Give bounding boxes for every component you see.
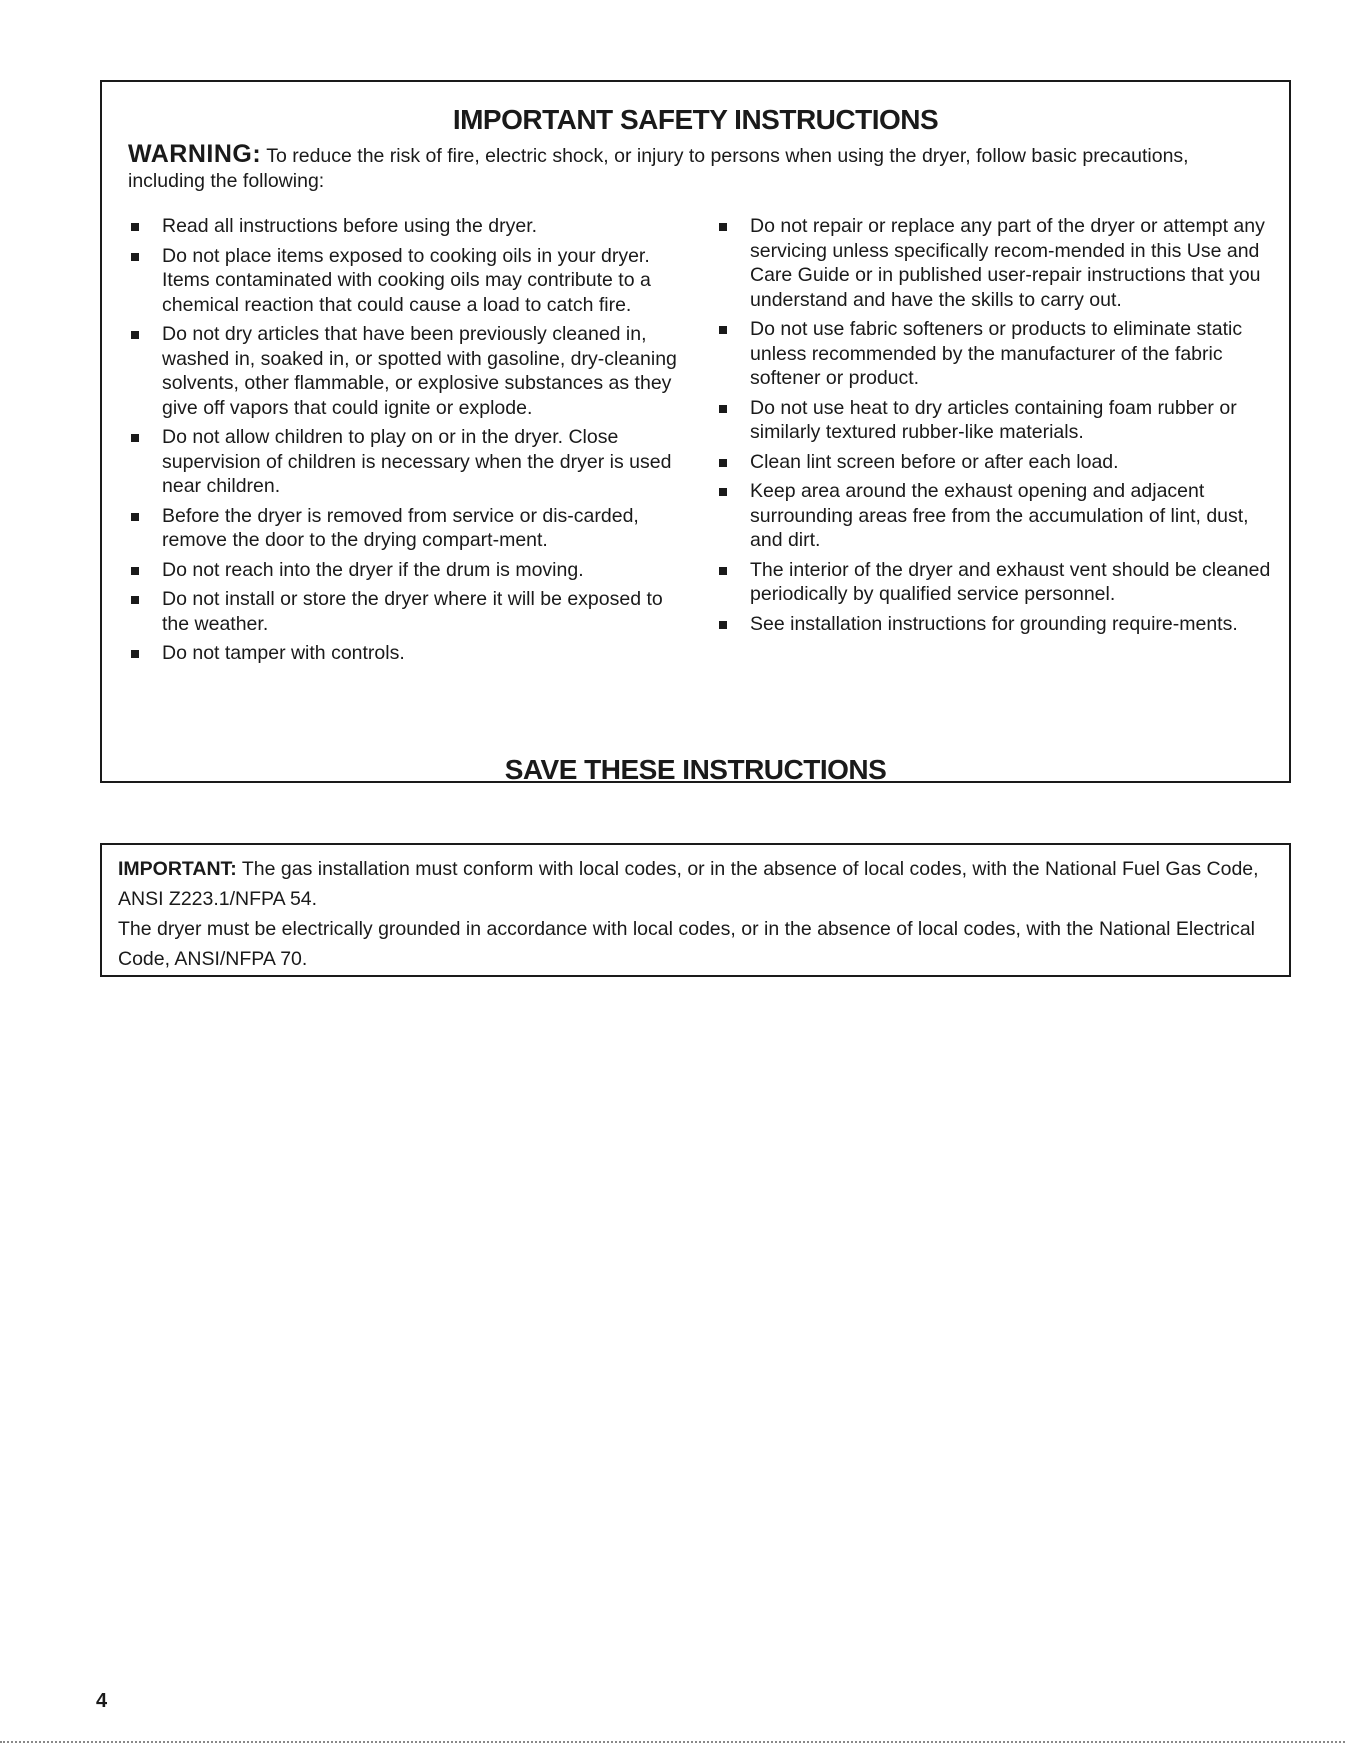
- square-bullet-icon: [131, 567, 139, 575]
- list-item: [128, 641, 688, 666]
- square-bullet-icon: [131, 253, 139, 261]
- item-text: Do not repair or replace any part of the dryer or attempt any servicing unless specifically recom-mended in this Use and Care Guide or in published user-repair instructions that you understand and have the skills to carry out.: [750, 215, 1265, 311]
- square-bullet-icon: [131, 331, 139, 339]
- square-bullet-icon: [719, 567, 727, 575]
- square-bullet-icon: [719, 459, 727, 467]
- list-item: [128, 504, 688, 553]
- square-bullet-icon: [719, 405, 727, 413]
- square-bullet-icon: [131, 596, 139, 604]
- square-bullet-icon: [131, 650, 139, 658]
- item-text: Read all instructions before using the dryer.: [162, 215, 538, 237]
- item-text: Do not install or store the dryer where it will be exposed to the weather.: [162, 588, 663, 635]
- safety-instructions-box: [100, 80, 1291, 783]
- list-item: [128, 244, 688, 318]
- item-text: Do not tamper with controls.: [162, 642, 405, 664]
- list-item: [716, 558, 1286, 607]
- list-item: [128, 214, 688, 239]
- electrical-grounding-note: The dryer must be electrically grounded in accordance with local codes, or in the absence of local codes, with the National Electrical Code, ANSI/NFPA 70.: [118, 918, 1256, 970]
- item-text: Clean lint screen before or after each load.: [750, 450, 1119, 473]
- gas-note-text: The gas installation must conform with local codes, or in the absence of local codes, with the National Fuel Gas Code, ANSI Z223.1/NFPA 54.: [118, 858, 1259, 910]
- square-bullet-icon: [719, 326, 727, 334]
- item-text: See installation instructions for grounding require-ments.: [750, 612, 1238, 635]
- item-text: The interior of the dryer and exhaust vent should be cleaned periodically by qualified service personnel.: [750, 558, 1271, 605]
- item-text: Do not place items exposed to cooking oils in your dryer. Items contaminated with cooking oils may contribute to a chemical reaction that could cause a load to catch fire.: [162, 244, 651, 316]
- right-instruction-list: [716, 214, 1286, 641]
- gas-installation-note: [118, 854, 1273, 914]
- list-item: [716, 214, 1286, 312]
- safety-title: IMPORTANT SAFETY INSTRUCTIONS: [452, 104, 939, 135]
- page-number: 4: [96, 1690, 108, 1712]
- item-text: Keep area around the exhaust opening and adjacent surrounding areas free from the accumulation of lint, dust, and dirt.: [750, 480, 1249, 551]
- item-text: Do not use heat to dry articles containing foam rubber or similarly textured rubber-like materials.: [750, 396, 1237, 443]
- list-item: [128, 587, 688, 636]
- list-item: [128, 558, 688, 583]
- warning-label: WARNING:: [128, 140, 262, 168]
- warning-paragraph: [128, 142, 1249, 194]
- list-item: [716, 396, 1286, 445]
- square-bullet-icon: [719, 223, 727, 231]
- list-item: [716, 612, 1286, 637]
- item-text: Do not reach into the dryer if the drum is moving.: [162, 558, 584, 581]
- warning-text: To reduce the risk of fire, electric shock, or injury to persons when using the dryer, follow basic precautions, including the following:: [128, 145, 1189, 192]
- square-bullet-icon: [131, 434, 139, 442]
- list-item: [128, 322, 688, 420]
- left-instruction-list: [128, 214, 688, 671]
- list-item: [128, 425, 688, 499]
- list-item: [716, 479, 1286, 553]
- item-text: Do not allow children to play on or in the dryer. Close supervision of children is necessary when the dryer is used near children.: [162, 426, 672, 497]
- square-bullet-icon: [131, 513, 139, 521]
- important-notice-box: [100, 843, 1291, 977]
- footer-divider: [0, 1741, 1345, 1743]
- important-label: IMPORTANT:: [118, 858, 237, 880]
- list-item: [716, 450, 1286, 475]
- square-bullet-icon: [719, 488, 727, 496]
- square-bullet-icon: [719, 621, 727, 629]
- item-text: Do not dry articles that have been previously cleaned in, washed in, soaked in, or spotted with gasoline, dry-cleaning solvents, other flammable, or explosive substances as they give off vapors that could ignite or explode.: [162, 323, 677, 419]
- item-text: Before the dryer is removed from service or dis-carded, remove the door to the drying compart-ment.: [162, 504, 639, 551]
- list-item: [716, 317, 1286, 391]
- item-text: Do not use fabric softeners or products to eliminate static unless recommended by the manufacturer of the fabric softener or product.: [750, 318, 1243, 389]
- save-instructions-heading: SAVE THESE INSTRUCTIONS: [504, 754, 887, 785]
- square-bullet-icon: [131, 223, 139, 231]
